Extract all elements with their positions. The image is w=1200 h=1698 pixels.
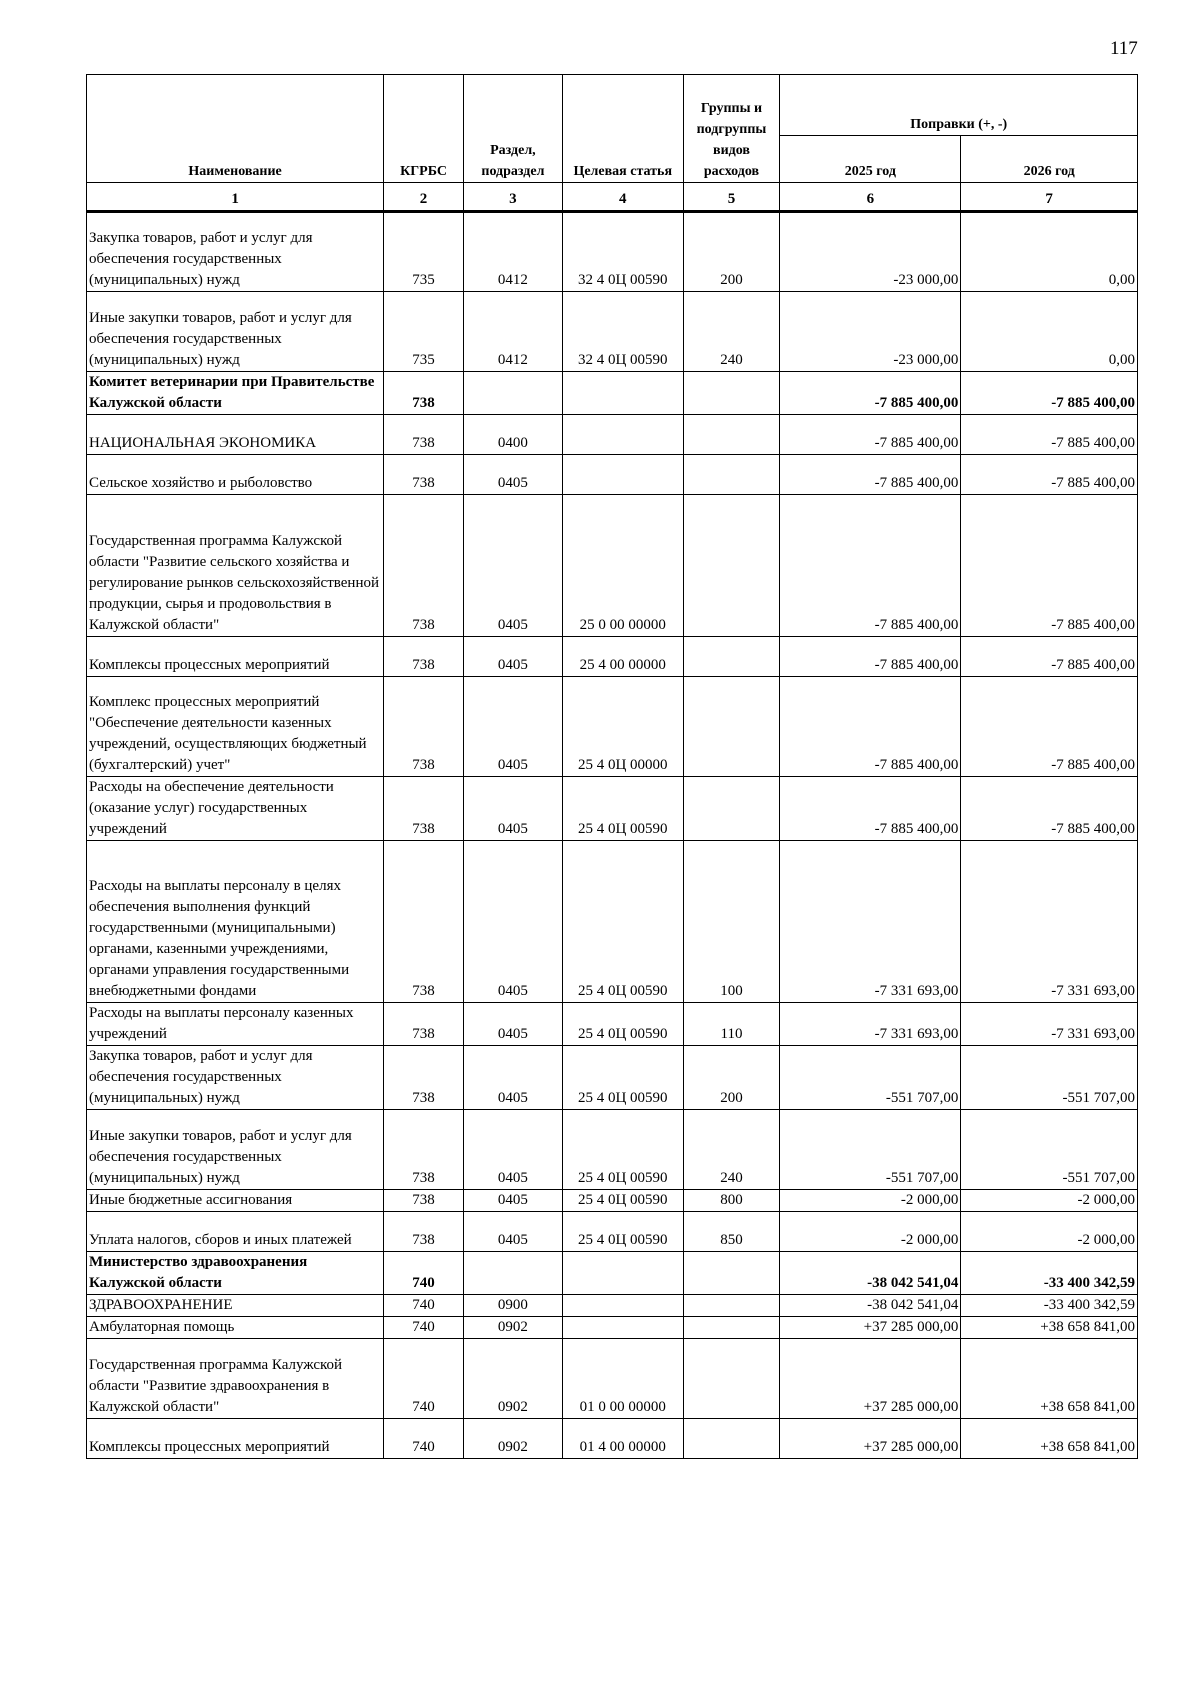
row-section-cell: 0405	[463, 1003, 562, 1046]
row-2026-cell: -33 400 342,59	[961, 1252, 1138, 1295]
row-2026-cell: 0,00	[961, 292, 1138, 372]
table-header	[87, 75, 1138, 212]
row-group-cell	[683, 495, 780, 637]
row-2026-cell: -551 707,00	[961, 1046, 1138, 1110]
row-2025-cell: -7 885 400,00	[780, 455, 961, 495]
row-kgrbs-cell: 735	[384, 212, 464, 292]
row-2025-cell: -7 885 400,00	[780, 495, 961, 637]
row-name-cell: Расходы на выплаты персоналу казенных учреждений	[87, 1003, 384, 1046]
row-group-cell: 100	[683, 841, 780, 1003]
row-group-cell	[683, 637, 780, 677]
row-target-cell	[562, 1295, 683, 1317]
table-row	[87, 1046, 1138, 1110]
table-row	[87, 637, 1138, 677]
header-target: Целевая статья	[562, 75, 683, 183]
row-name-cell: Иные закупки товаров, работ и услуг для обеспечения государственных (муниципальных) нужд	[87, 292, 384, 372]
table-row	[87, 1317, 1138, 1339]
row-name-cell: Закупка товаров, работ и услуг для обеспечения государственных (муниципальных) нужд	[87, 212, 384, 292]
row-2026-cell: -7 331 693,00	[961, 841, 1138, 1003]
row-section-cell: 0405	[463, 455, 562, 495]
row-kgrbs-cell: 738	[384, 777, 464, 841]
row-section-cell: 0405	[463, 841, 562, 1003]
row-2026-cell: 0,00	[961, 212, 1138, 292]
row-section-cell: 0405	[463, 677, 562, 777]
row-2025-cell: -23 000,00	[780, 212, 961, 292]
row-kgrbs-cell: 738	[384, 1003, 464, 1046]
row-2025-cell: +37 285 000,00	[780, 1317, 961, 1339]
row-section-cell: 0900	[463, 1295, 562, 1317]
row-section-cell: 0405	[463, 1212, 562, 1252]
row-name-cell: Министерство здравоохранения Калужской области	[87, 1252, 384, 1295]
row-target-cell: 25 4 0Ц 00590	[562, 777, 683, 841]
row-target-cell: 25 0 00 00000	[562, 495, 683, 637]
page-number: 117	[1110, 38, 1138, 59]
row-section-cell: 0405	[463, 777, 562, 841]
row-target-cell	[562, 1252, 683, 1295]
row-group-cell: 110	[683, 1003, 780, 1046]
row-group-cell: 200	[683, 212, 780, 292]
header-year-2026: 2026 год	[961, 136, 1138, 183]
row-target-cell: 01 4 00 00000	[562, 1419, 683, 1459]
row-kgrbs-cell: 738	[384, 415, 464, 455]
row-kgrbs-cell: 740	[384, 1252, 464, 1295]
row-name-cell: Закупка товаров, работ и услуг для обеспечения государственных (муниципальных) нужд	[87, 1046, 384, 1110]
row-2025-cell: -23 000,00	[780, 292, 961, 372]
row-kgrbs-cell: 740	[384, 1419, 464, 1459]
row-2026-cell: -7 885 400,00	[961, 372, 1138, 415]
row-target-cell: 32 4 0Ц 00590	[562, 212, 683, 292]
row-kgrbs-cell: 738	[384, 637, 464, 677]
row-2025-cell: -7 885 400,00	[780, 415, 961, 455]
row-section-cell: 0405	[463, 637, 562, 677]
row-group-cell: 800	[683, 1190, 780, 1212]
header-name: Наименование	[87, 75, 384, 183]
column-number: 1	[87, 183, 384, 212]
table-row	[87, 1190, 1138, 1212]
row-2025-cell: -7 885 400,00	[780, 637, 961, 677]
row-2026-cell: -2 000,00	[961, 1190, 1138, 1212]
row-group-cell: 850	[683, 1212, 780, 1252]
row-kgrbs-cell: 738	[384, 372, 464, 415]
row-section-cell: 0405	[463, 495, 562, 637]
row-group-cell	[683, 415, 780, 455]
row-2025-cell: -7 885 400,00	[780, 777, 961, 841]
row-2025-cell: -551 707,00	[780, 1110, 961, 1190]
row-kgrbs-cell: 738	[384, 1110, 464, 1190]
row-target-cell: 25 4 0Ц 00590	[562, 1046, 683, 1110]
row-kgrbs-cell: 738	[384, 1190, 464, 1212]
row-target-cell	[562, 1317, 683, 1339]
table-row	[87, 677, 1138, 777]
row-group-cell	[683, 455, 780, 495]
row-target-cell: 25 4 0Ц 00590	[562, 841, 683, 1003]
row-target-cell	[562, 455, 683, 495]
budget-table	[86, 74, 1138, 1459]
row-group-cell	[683, 372, 780, 415]
row-section-cell: 0405	[463, 1110, 562, 1190]
row-name-cell: Амбулаторная помощь	[87, 1317, 384, 1339]
row-2025-cell: -7 331 693,00	[780, 1003, 961, 1046]
row-group-cell	[683, 1252, 780, 1295]
row-kgrbs-cell: 738	[384, 1212, 464, 1252]
row-2026-cell: +38 658 841,00	[961, 1317, 1138, 1339]
row-name-cell: Расходы на выплаты персоналу в целях обеспечения выполнения функций государственными (муниципальными) органами, казенными учреждениями, органами управления государственными внебюджетными фондами	[87, 841, 384, 1003]
row-2026-cell: -33 400 342,59	[961, 1295, 1138, 1317]
table-row	[87, 841, 1138, 1003]
column-number: 6	[780, 183, 961, 212]
row-2025-cell: +37 285 000,00	[780, 1339, 961, 1419]
row-2025-cell: +37 285 000,00	[780, 1419, 961, 1459]
header-section: Раздел, подраздел	[463, 75, 562, 183]
table-row	[87, 1419, 1138, 1459]
row-2026-cell: +38 658 841,00	[961, 1419, 1138, 1459]
row-name-cell: Иные бюджетные ассигнования	[87, 1190, 384, 1212]
row-name-cell: Комплекс процессных мероприятий "Обеспечение деятельности казенных учреждений, осуществляющих бюджетный (бухгалтерский) учет"	[87, 677, 384, 777]
row-kgrbs-cell: 735	[384, 292, 464, 372]
row-2026-cell: -7 885 400,00	[961, 495, 1138, 637]
row-kgrbs-cell: 738	[384, 841, 464, 1003]
header-groups: Группы и подгруппы видов расходов	[683, 75, 780, 183]
table-row	[87, 1003, 1138, 1046]
table-row	[87, 212, 1138, 292]
row-name-cell: Комитет ветеринарии при Правительстве Калужской области	[87, 372, 384, 415]
row-target-cell	[562, 415, 683, 455]
row-group-cell	[683, 1419, 780, 1459]
header-year-2025: 2025 год	[780, 136, 961, 183]
row-name-cell: НАЦИОНАЛЬНАЯ ЭКОНОМИКА	[87, 415, 384, 455]
table-row	[87, 1212, 1138, 1252]
table-row	[87, 455, 1138, 495]
row-target-cell: 25 4 0Ц 00590	[562, 1212, 683, 1252]
table-row	[87, 1295, 1138, 1317]
row-name-cell: Иные закупки товаров, работ и услуг для обеспечения государственных (муниципальных) нужд	[87, 1110, 384, 1190]
row-2025-cell: -2 000,00	[780, 1212, 961, 1252]
row-target-cell: 25 4 0Ц 00590	[562, 1190, 683, 1212]
row-target-cell: 25 4 0Ц 00590	[562, 1110, 683, 1190]
row-2026-cell: -7 331 693,00	[961, 1003, 1138, 1046]
row-group-cell	[683, 777, 780, 841]
table-body	[87, 212, 1138, 1459]
row-section-cell: 0405	[463, 1046, 562, 1110]
row-2026-cell: -7 885 400,00	[961, 415, 1138, 455]
row-kgrbs-cell: 740	[384, 1295, 464, 1317]
header-amendments: Поправки (+, -)	[780, 75, 1138, 136]
row-section-cell: 0902	[463, 1339, 562, 1419]
row-2026-cell: -2 000,00	[961, 1212, 1138, 1252]
row-2026-cell: -551 707,00	[961, 1110, 1138, 1190]
row-group-cell	[683, 1317, 780, 1339]
row-group-cell	[683, 1295, 780, 1317]
table-row	[87, 1339, 1138, 1419]
row-group-cell: 240	[683, 1110, 780, 1190]
row-kgrbs-cell: 738	[384, 455, 464, 495]
row-kgrbs-cell: 740	[384, 1339, 464, 1419]
row-name-cell: Уплата налогов, сборов и иных платежей	[87, 1212, 384, 1252]
table-row	[87, 292, 1138, 372]
row-target-cell: 01 0 00 00000	[562, 1339, 683, 1419]
row-section-cell: 0412	[463, 292, 562, 372]
table-row	[87, 1252, 1138, 1295]
column-number: 3	[463, 183, 562, 212]
row-2025-cell: -2 000,00	[780, 1190, 961, 1212]
row-section-cell: 0412	[463, 212, 562, 292]
row-group-cell: 240	[683, 292, 780, 372]
row-name-cell: Государственная программа Калужской области "Развитие сельского хозяйства и регулирование рынков сельскохозяйственной продукции, сырья и продовольствия в Калужской области"	[87, 495, 384, 637]
row-2026-cell: +38 658 841,00	[961, 1339, 1138, 1419]
row-2026-cell: -7 885 400,00	[961, 455, 1138, 495]
row-2025-cell: -7 885 400,00	[780, 372, 961, 415]
row-kgrbs-cell: 740	[384, 1317, 464, 1339]
table-row	[87, 777, 1138, 841]
row-target-cell: 32 4 0Ц 00590	[562, 292, 683, 372]
column-number: 4	[562, 183, 683, 212]
row-kgrbs-cell: 738	[384, 1046, 464, 1110]
row-name-cell: ЗДРАВООХРАНЕНИЕ	[87, 1295, 384, 1317]
column-number: 2	[384, 183, 464, 212]
row-section-cell: 0405	[463, 1190, 562, 1212]
column-number: 7	[961, 183, 1138, 212]
header-kgrbs: КГРБС	[384, 75, 464, 183]
row-name-cell: Государственная программа Калужской области "Развитие здравоохранения в Калужской области"	[87, 1339, 384, 1419]
row-2025-cell: -38 042 541,04	[780, 1295, 961, 1317]
row-section-cell	[463, 1252, 562, 1295]
row-section-cell: 0902	[463, 1317, 562, 1339]
row-kgrbs-cell: 738	[384, 495, 464, 637]
row-kgrbs-cell: 738	[384, 677, 464, 777]
row-name-cell: Комплексы процессных мероприятий	[87, 1419, 384, 1459]
row-group-cell	[683, 677, 780, 777]
row-section-cell: 0400	[463, 415, 562, 455]
table-row	[87, 495, 1138, 637]
row-target-cell: 25 4 0Ц 00000	[562, 677, 683, 777]
row-section-cell: 0902	[463, 1419, 562, 1459]
row-group-cell	[683, 1339, 780, 1419]
table-row	[87, 415, 1138, 455]
row-2026-cell: -7 885 400,00	[961, 677, 1138, 777]
row-name-cell: Расходы на обеспечение деятельности (оказание услуг) государственных учреждений	[87, 777, 384, 841]
column-number: 5	[683, 183, 780, 212]
row-target-cell	[562, 372, 683, 415]
row-name-cell: Сельское хозяйство и рыболовство	[87, 455, 384, 495]
row-2026-cell: -7 885 400,00	[961, 637, 1138, 677]
table-row	[87, 1110, 1138, 1190]
row-2025-cell: -551 707,00	[780, 1046, 961, 1110]
row-2026-cell: -7 885 400,00	[961, 777, 1138, 841]
row-target-cell: 25 4 0Ц 00590	[562, 1003, 683, 1046]
row-section-cell	[463, 372, 562, 415]
row-2025-cell: -7 331 693,00	[780, 841, 961, 1003]
table-row	[87, 372, 1138, 415]
row-2025-cell: -38 042 541,04	[780, 1252, 961, 1295]
row-name-cell: Комплексы процессных мероприятий	[87, 637, 384, 677]
row-target-cell: 25 4 00 00000	[562, 637, 683, 677]
row-group-cell: 200	[683, 1046, 780, 1110]
row-2025-cell: -7 885 400,00	[780, 677, 961, 777]
